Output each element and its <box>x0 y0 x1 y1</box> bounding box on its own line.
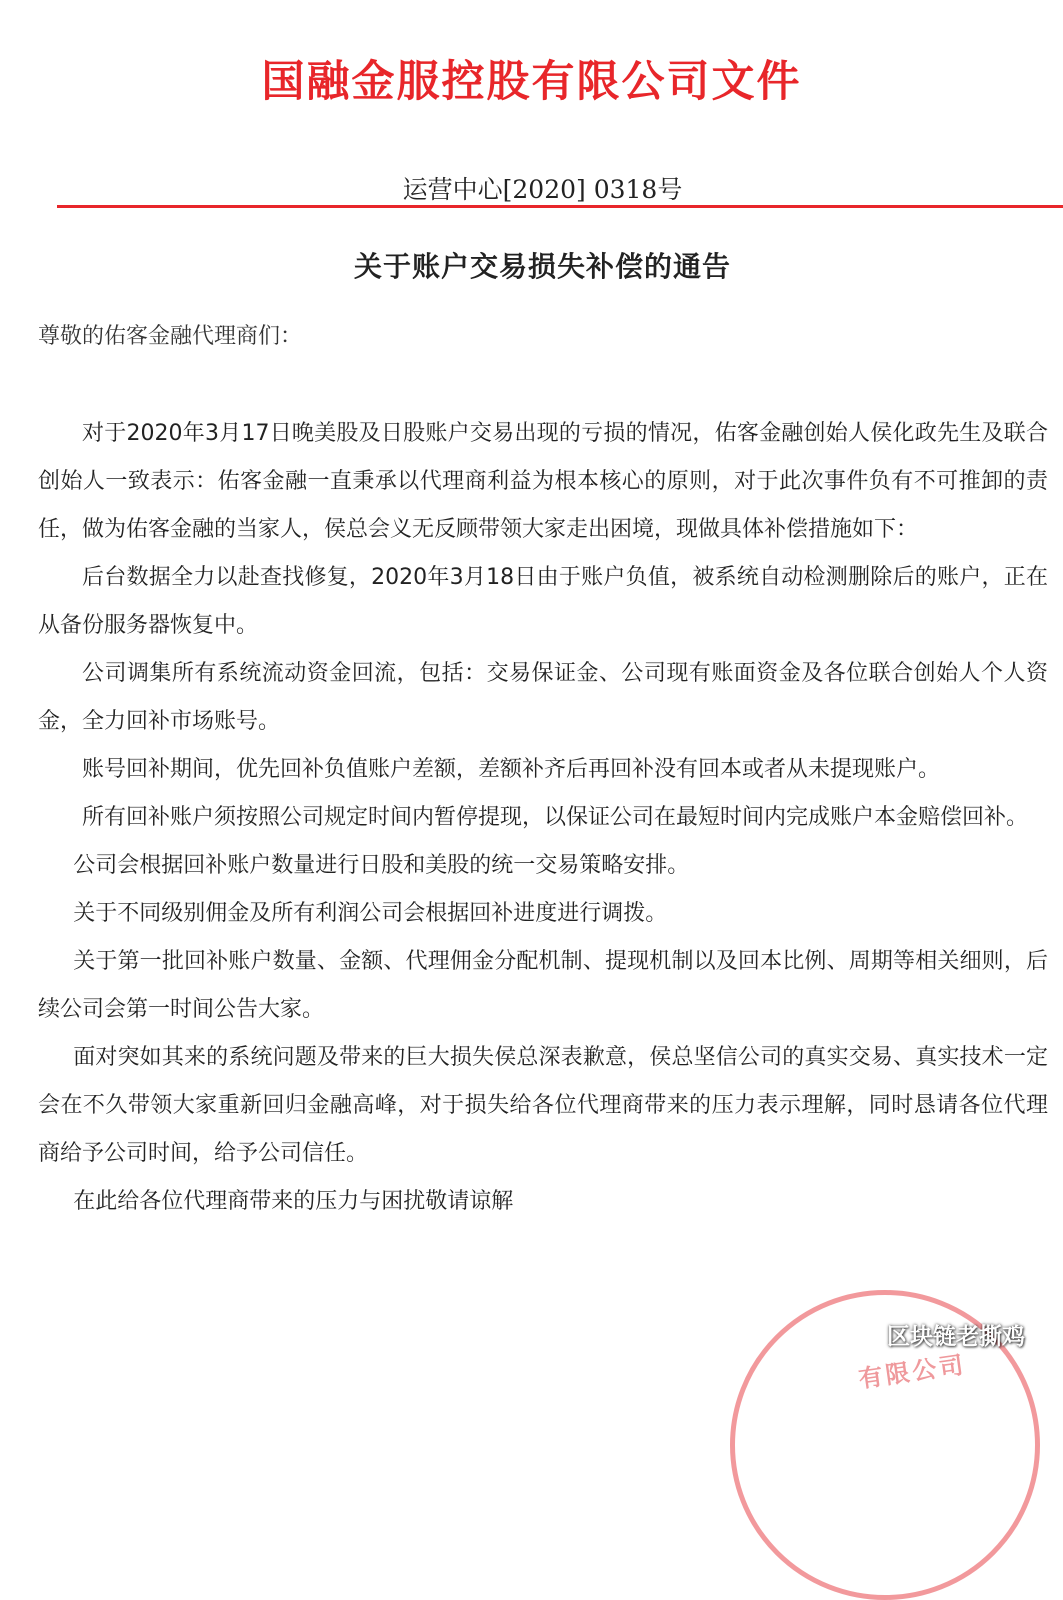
notice-body <box>38 410 1048 1226</box>
paragraph: 账号回补期间，优先回补负值账户差额，差额补齐后再回补没有回本或者从未提现账户。 <box>82 757 941 782</box>
company-file-header: 国融金服控股有限公司文件 <box>261 57 802 107</box>
paragraph: 对于2020年3月17日晚美股及日股账户交易出现的亏损的情况，佑客金融创始人侯化政先生及联合创始人一致表示：佑客金融一直秉承以代理商利益为根本核心的原则，对于此次事件负有不可推卸的责任，做为佑客金融的当家人，侯总会义无反顾带领大家走出困境，现做具体补偿措施如下： <box>38 421 1048 542</box>
paragraph: 所有回补账户须按照公司规定时间内暂停提现，以保证公司在最短时间内完成账户本金赔偿回补。 <box>82 805 1029 830</box>
seal-text: 有限公司 <box>856 1350 968 1394</box>
wechat-watermark <box>845 1318 1025 1351</box>
paragraph: 关于不同级别佣金及所有利润公司会根据回补进度进行调拨。 <box>73 901 668 926</box>
red-divider <box>57 205 1063 208</box>
paragraph: 面对突如其来的系统问题及带来的巨大损失侯总深表歉意，侯总坚信公司的真实交易、真实技术一定会在不久带领大家重新回归金融高峰，对于损失给各位代理商带来的压力表示理解，同时恳请各位代理商给予公司时间，给予公司信任。 <box>38 1045 1048 1166</box>
paragraph: 后台数据全力以赴查找修复，2020年3月18日由于账户负值，被系统自动检测删除后的账户，正在从备份服务器恢复中。 <box>38 565 1048 638</box>
salutation: 尊敬的佑客金融代理商们： <box>38 324 303 349</box>
paragraph: 在此给各位代理商带来的压力与困扰敬请谅解 <box>73 1189 514 1214</box>
watermark-text: 区块链老撕鸡 <box>887 1324 1025 1350</box>
notice-title: 关于账户交易损失补偿的通告 <box>353 250 731 283</box>
wechat-icon <box>845 1321 879 1349</box>
paragraph: 公司调集所有系统流动资金回流，包括：交易保证金、公司现有账面资金及各位联合创始人个人资金，全力回补市场账号。 <box>38 661 1048 734</box>
paragraph: 关于第一批回补账户数量、金额、代理佣金分配机制、提现机制以及回本比例、周期等相关细则，后续公司会第一时间公告大家。 <box>38 949 1048 1022</box>
paragraph: 公司会根据回补账户数量进行日股和美股的统一交易策略安排。 <box>73 853 690 878</box>
document-number: 运营中心[2020] 0318号 <box>402 175 683 204</box>
